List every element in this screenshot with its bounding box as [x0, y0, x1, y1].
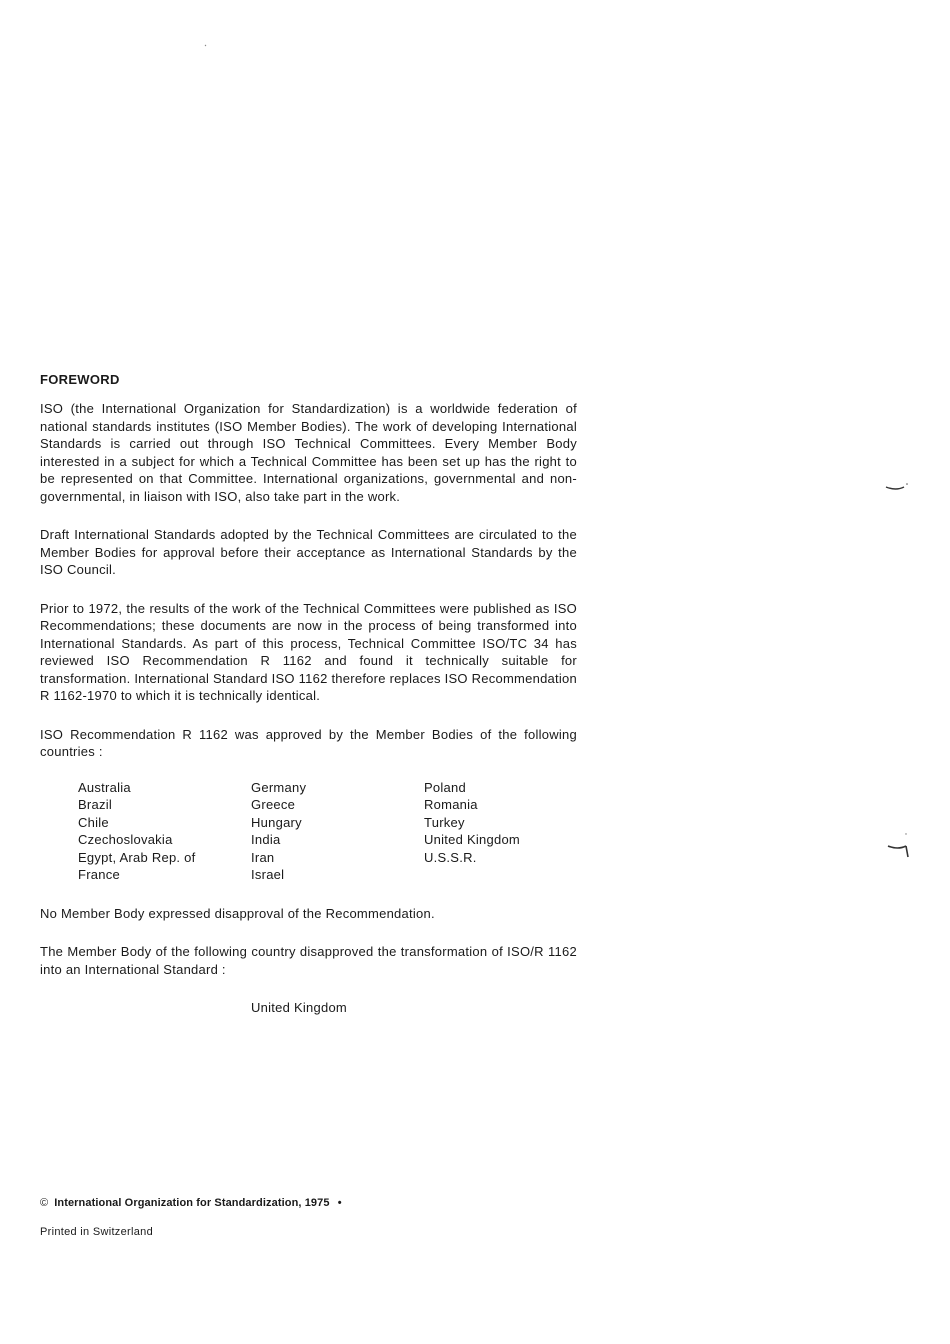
country-item: U.S.S.R. — [424, 849, 477, 865]
country-item: Australia — [78, 779, 131, 795]
countries-column-2 — [251, 779, 424, 884]
foreword-paragraph-1: ISO (the International Organization for Standardization) is a worldwide federation of national standards institutes (ISO Member Bodies). The work of developing International Standards is carried out through ISO Technical Committees. Every Member Body interested in a subject for which a Technical Committee has been set up has the right to be represented on that Committee. International organizations, governmental and non-governmental, in liaison with ISO, also take part in the work. — [40, 401, 577, 504]
country-item: Poland — [424, 779, 466, 795]
country-item: Egypt, Arab Rep. of — [78, 849, 196, 865]
foreword-heading: FOREWORD — [40, 372, 120, 387]
disapproving-country: United Kingdom — [251, 1000, 347, 1015]
country-item: France — [78, 867, 120, 882]
country-item: India — [251, 832, 281, 847]
disapproval-statement: The Member Body of the following country disapproved the transformation of ISO/R 1162 into an International Standard : — [40, 944, 577, 977]
country-item: Turkey — [424, 814, 465, 830]
foreword-section — [40, 371, 577, 1017]
bullet-icon: • — [337, 1197, 342, 1209]
country-item: Israel — [251, 867, 285, 882]
country-item: Iran — [251, 849, 275, 865]
page-footer — [40, 1196, 342, 1240]
scan-mark-lower — [886, 830, 914, 860]
scan-mark-upper — [884, 478, 910, 494]
country-item: Brazil — [78, 797, 113, 812]
approving-countries-list — [78, 779, 577, 884]
country-item: Romania — [424, 797, 478, 812]
printed-in-text: Printed in Switzerland — [40, 1226, 153, 1238]
country-item: Germany — [251, 779, 307, 795]
scan-mark-tiny — [204, 44, 207, 47]
no-disapproval-statement: No Member Body expressed disapproval of the Recommendation. — [40, 905, 435, 921]
country-item: United Kingdom — [424, 832, 520, 847]
country-item: Hungary — [251, 814, 302, 830]
copyright-line — [40, 1196, 342, 1211]
country-item: Czechoslovakia — [78, 832, 173, 847]
approval-intro: ISO Recommendation R 1162 was approved by the Member Bodies of the following countries : — [40, 726, 577, 759]
foreword-paragraph-2: Draft International Standards adopted by the Technical Committees are circulated to the Member Bodies for approval before their acceptance as International Standards by the ISO Council. — [40, 527, 577, 577]
country-item: Greece — [251, 797, 296, 812]
countries-column-1 — [78, 779, 251, 884]
country-item: Chile — [78, 814, 109, 830]
copyright-text: International Organization for Standardization, 1975 — [54, 1197, 330, 1209]
copyright-icon: © — [40, 1197, 49, 1209]
countries-column-3 — [424, 779, 597, 884]
foreword-paragraph-3: Prior to 1972, the results of the work of the Technical Committees were published as ISO Recommendations; these documents are now in the process of being transformed into International Standards. As part of this process, Technical Committee ISO/TC 34 has reviewed ISO Recommendation R 1162 and found it technically suitable for transformation. International Standard ISO 1162 therefore replaces ISO Recommendation R 1162-1970 to which it is technically identical. — [40, 600, 577, 703]
